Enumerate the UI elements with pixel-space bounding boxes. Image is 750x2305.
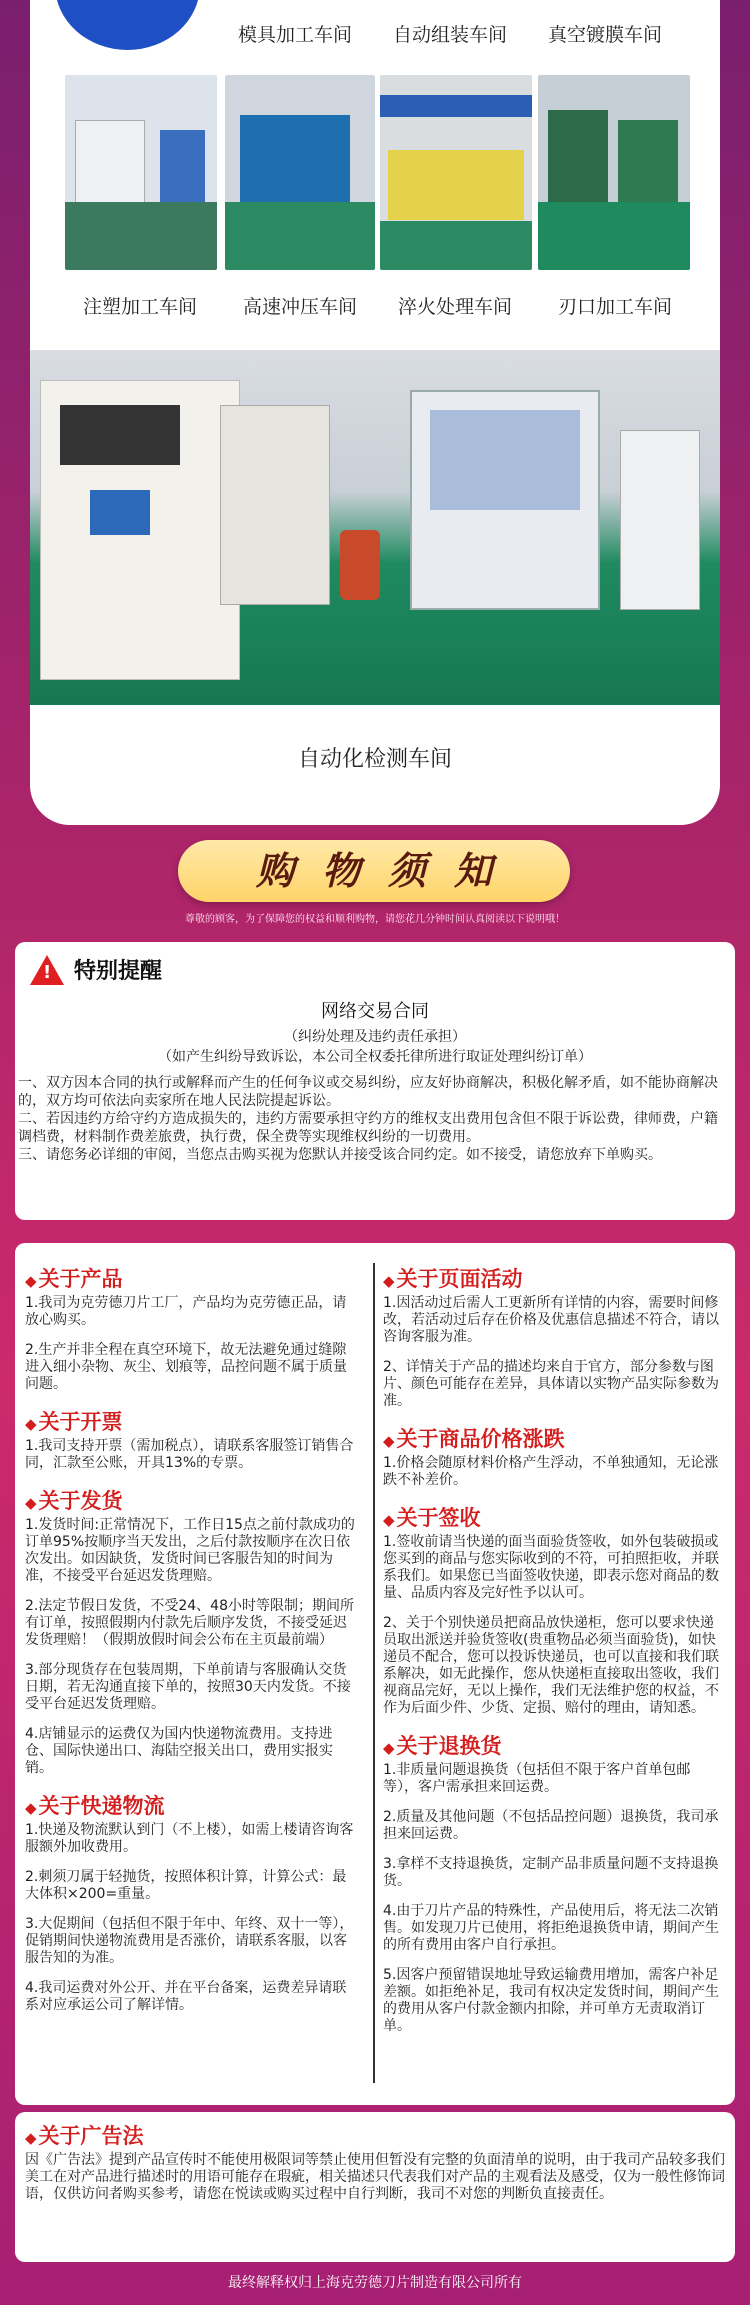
photo-edge [538,75,690,270]
section-paragraph: 1.我司为克劳德刀片工厂，产品均为克劳德正品，请放心购买。 [25,1295,347,1328]
shopping-notice-banner [178,840,570,902]
section-paragraph: 4.店铺显示的运费仅为国内快递物流费用。支持进仓、国际快递出口、海陆空报关出口，费用实报实销。 [25,1726,333,1776]
contract-subtitle-1: （纠纷处理及违约责任承担） [284,1029,466,1045]
contract-title: 网络交易合同 [321,1001,429,1022]
section-paragraph: 2.刺须刀属于轻抛货，按照体积计算，计算公式：最大体积×200=重量。 [25,1869,347,1902]
rules-box [15,1243,735,2105]
section-title: ◆关于开票 [25,1410,123,1434]
ad-law-title: ◆关于广告法 [25,2124,144,2148]
ad-law-box [15,2112,735,2262]
section-paragraph: 4.由于刀片产品的特殊性，产品使用后，将无法二次销售。如发现刀片已使用，将拒绝退换货申请，期间产生的所有费用由客户自行承担。 [383,1903,719,1953]
section-paragraph: 5.因客户预留错误地址导致运输费用增加，需客户补足差额。如拒绝补足，我司有权决定发货时间，期间产生的费用从客户付款金额内扣除，并可单方无责取消订单。 [383,1967,719,2034]
section-paragraph: 2、关于个别快递员把商品放快递柜，您可以要求快递员取出派送并验货签收(贵重物品必须当面验货)，如快递员不配合，您可以投诉快递员，也可以直接和我们联系解决，如无此操作，您从快递柜直接取出签收，我们视商品完好，无以上操作，我们无法维护您的权益，不作为后面少件、少货、定损、赔付的理由，请知悉。 [383,1615,719,1716]
diamond-icon: ◆ [383,1272,395,1290]
ad-law-text: 因《广告法》提到产品宣传时不能使用极限词等禁止使用但暂没有完整的负面清单的说明，由于我司产品较多我们美工在对产品进行描述时的用语可能存在瑕疵，相关描述只代表我们对产品的主观看法及感受，仅为一般性修饰词语，仅供访问者购买参考，请您在悦读或购买过程中自行判断，我司不对您的判断负直接责任。 [25,2152,725,2202]
special-notice-box [15,942,735,1220]
diamond-icon: ◆ [25,1494,37,1512]
section-title: ◆关于签收 [383,1506,481,1530]
section-title: ◆关于退换货 [383,1734,502,1758]
diamond-icon: ◆ [383,1739,395,1757]
section-paragraph: 3.拿样不支持退换货，定制产品非质量问题不支持退换货。 [383,1856,719,1889]
diamond-icon: ◆ [25,1799,37,1817]
photo-injection [65,75,217,270]
photo-quenching [380,75,532,270]
workshop-caption-mold: 模具加工车间 [237,24,352,46]
section-paragraph: 1.发货时间:正常情况下，工作日15点之前付款成功的订单95%按顺序当天发出，之后付款按顺序在次日依次发出。如因缺货，发货时间已客服告知的时间为准，不接受平台延迟发货理赔。 [25,1517,355,1584]
workshop-caption-inspection: 自动化检测车间 [297,747,452,772]
section-paragraph: 3.部分现货存在包装周期，下单前请与客服确认交货日期，若无沟通直接下单的，按照30天内发货。不接受平台延迟发货理赔。 [25,1662,351,1712]
section-paragraph: 2.质量及其他问题（不包括品控问题）退换货，我司承担来回运费。 [383,1809,719,1842]
contract-clause: 三、请您务必详细的审阅，当您点击购买视为您默认并接受该合同约定。如不接受，请您放弃下单购买。 [18,1147,662,1163]
section-paragraph: 1.快递及物流默认到门（不上楼），如需上楼请咨询客服额外加收费用。 [25,1822,354,1855]
footer-copyright: 最终解释权归上海克劳德刀片制造有限公司所有 [228,2275,522,2291]
contract-subtitle-2: （如产生纠纷导致诉讼，本公司全权委托律所进行取证处理纠纷订单） [158,1049,592,1065]
section-paragraph: 1.非质量问题退换货（包括但不限于客户首单包邮等），客户需承担来回运费。 [383,1762,691,1795]
workshop-caption-quenching: 淬火处理车间 [397,296,512,318]
workshop-caption-edge: 刃口加工车间 [557,296,672,318]
section-paragraph: 2、详情关于产品的描述均来自于官方，部分参数与图片、颜色可能存在差异，具体请以实物产品实际参数为准。 [383,1359,719,1409]
section-paragraph: 1.价格会随原材料价格产生浮动，不单独通知，无论涨跌不补差价。 [383,1455,719,1488]
photo-inspection [30,350,720,705]
diamond-icon: ◆ [25,1272,37,1290]
section-paragraph: 1.签收前请当快递的面当面验货签收，如外包装破损或您买到的商品与您实际收到的不符，可拍照拒收，并联系我们。如果您已当面签收快递，即表示您对商品的数量、品质内容及完好性予以认可。 [383,1534,719,1601]
diamond-icon: ◆ [383,1511,395,1529]
section-paragraph: 2.法定节假日发货，不受24、48小时等限制；期间所有订单，按照假期内付款先后顺序发货，不接受延迟发货理赔！（假期放假时间会公布在主页最前端） [25,1598,354,1648]
section-paragraph: 1.我司支持开票（需加税点），请联系客服签订销售合同，汇款至公账，开具13%的专票。 [25,1438,354,1471]
banner-subnote: 尊敬的顾客，为了保障您的权益和顺利购物，请您花几分钟时间认真阅读以下说明哦！ [185,914,565,925]
diamond-icon: ◆ [383,1432,395,1450]
section-title: ◆关于页面活动 [383,1267,523,1291]
contract-clause: 二、若因违约方给守约方造成损失的，违约方需要承担守约方的维权支出费用包含但不限于诉讼费，律师费，户籍调档费，材料制作费差旅费，执行费，保全费等实现维权纠纷的一切费用。 [18,1111,718,1145]
contract-clause: 一、双方因本合同的执行或解释而产生的任何争议或交易纠纷，应友好协商解决，积极化解矛盾，如不能协商解决的，双方均可依法向卖家所在地人民法院提起诉讼。 [18,1075,718,1109]
banner-title: 购物须知 [255,849,520,893]
diamond-icon: ◆ [25,2129,37,2147]
section-paragraph: 3.大促期间（包括但不限于年中、年终、双十一等），促销期间快递物流费用是否涨价，请联系客服，以客服告知的为准。 [25,1916,354,1966]
section-paragraph: 2.生产并非全程在真空环境下，故无法避免通过缝隙进入细小杂物、灰尘、划痕等，品控问题不属于质量问题。 [25,1342,347,1392]
column-divider [373,1263,375,2083]
workshop-caption-injection: 注塑加工车间 [82,296,197,318]
section-title: ◆关于发货 [25,1489,123,1513]
section-title: ◆关于快递物流 [25,1794,165,1818]
warning-icon: ! [30,955,64,985]
workshop-caption-vacuum: 真空镀膜车间 [547,24,662,46]
rules-left-column [25,1255,360,2027]
diamond-icon: ◆ [25,1415,37,1433]
section-title: ◆关于产品 [25,1267,123,1291]
notice-title: 特别提醒 [74,959,163,984]
rules-right-column [383,1255,723,2048]
workshop-caption-stamping: 高速冲压车间 [242,296,357,318]
section-paragraph: 4.我司运费对外公开、并在平台备案，运费差异请联系对应承运公司了解详情。 [25,1980,347,2013]
workshop-caption-assembly: 自动组装车间 [392,24,507,46]
photo-stamping [225,75,375,270]
contract-body [18,1074,730,1164]
section-paragraph: 1.因活动过后需人工更新所有详情的内容，需要时间修改，若活动过后存在价格及优惠信息描述不符合，请以咨询客服为准。 [383,1295,719,1345]
section-title: ◆关于商品价格涨跌 [383,1427,565,1451]
